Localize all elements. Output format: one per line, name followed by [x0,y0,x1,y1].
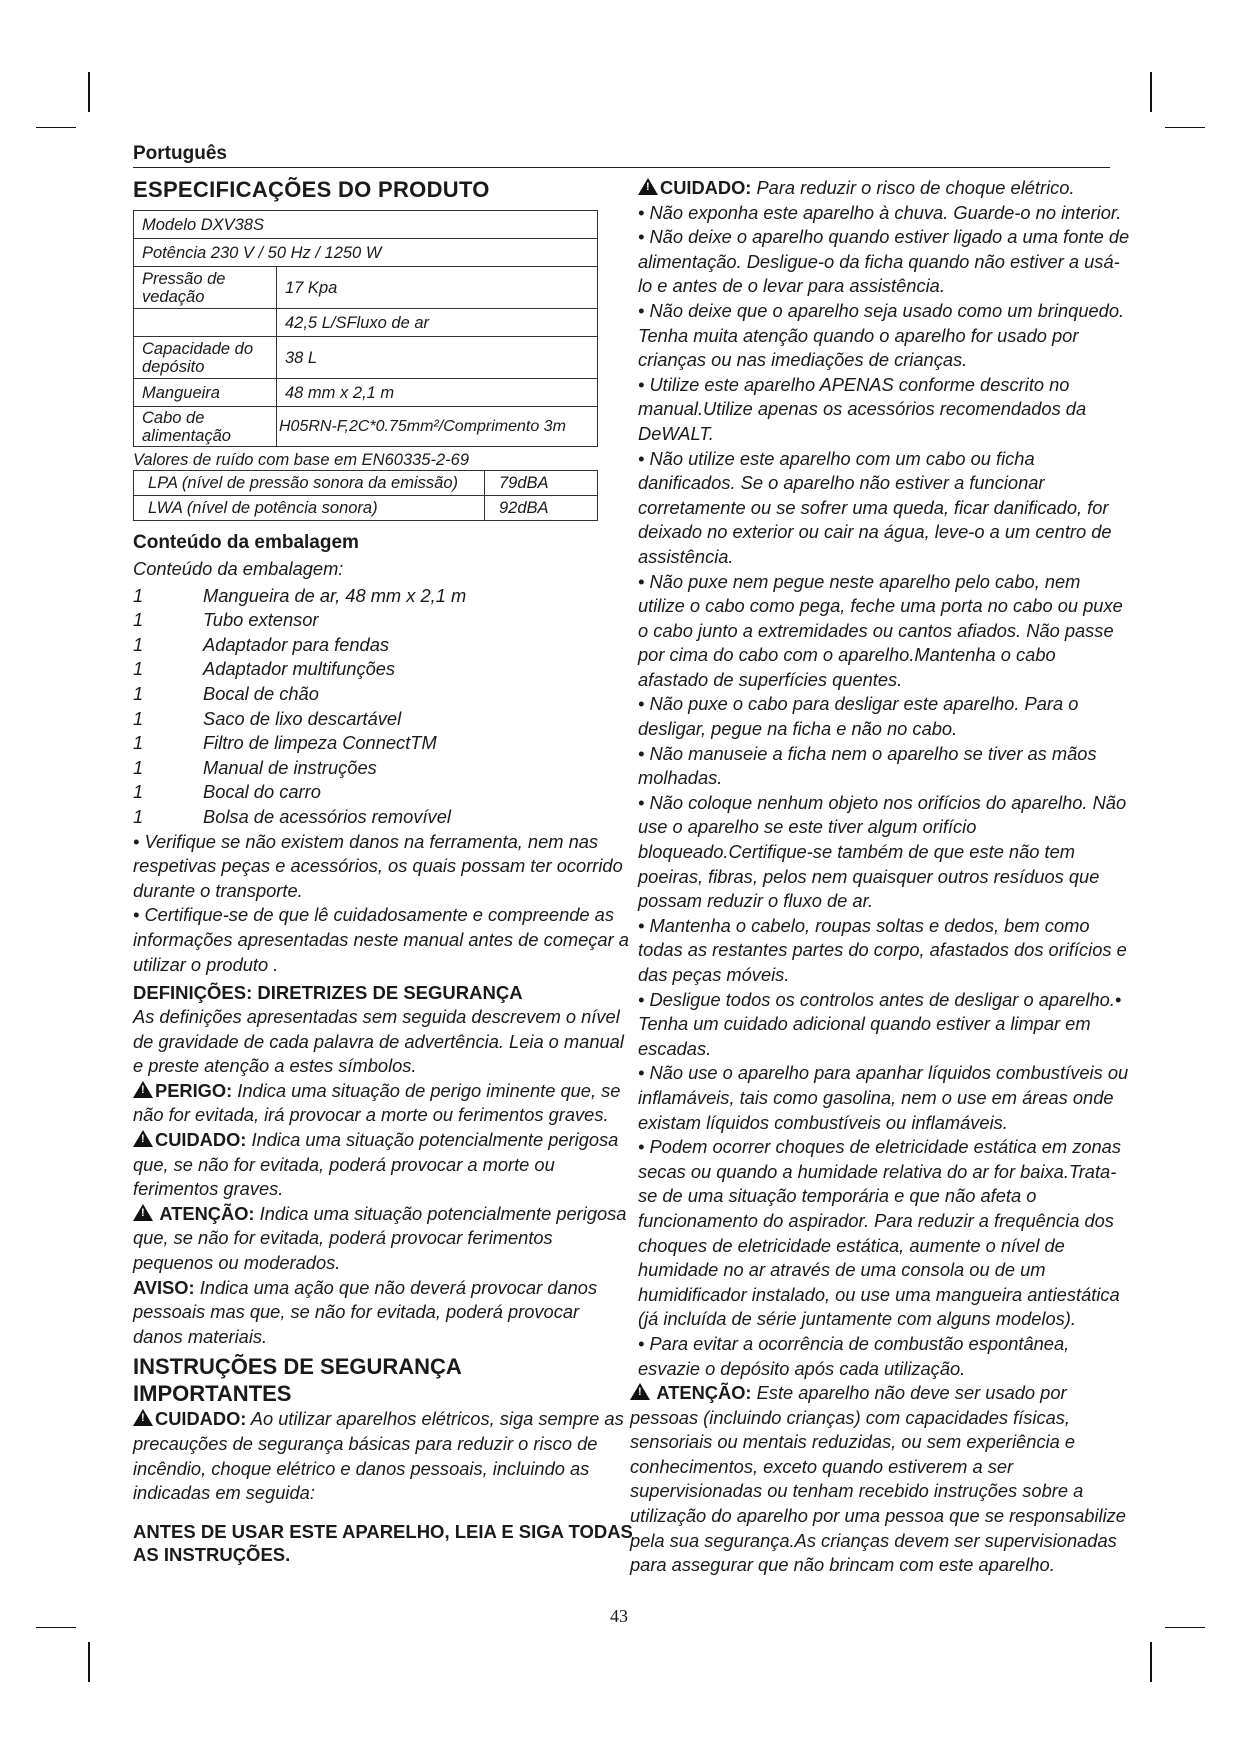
spec-value: H05RN-F,2C*0.75mm²/Comprimento 3m [277,407,598,447]
safety-bullet: • Não puxe nem pegue neste aparelho pelo cabo, nem utilize o cabo como pega, feche uma porta no cabo ou puxe o cabo junto a extremidades ou cantos afiados. Não passe por cima do cabo com o aparelho.Mantenha o cabo afastado de superfícies quentes. [638,570,1123,690]
right-column [630,176,1130,1578]
noise-value: 92dBA [485,496,598,521]
spec-value: 17 Kpa [277,267,598,309]
crop-mark [88,1642,90,1682]
right-cuidado [638,176,1130,201]
safety-bullet: • Utilize este aparelho APENAS conforme descrito no manual.Utilize apenas os acessórios recomendados da DeWALT. [638,373,1087,444]
right-atencao [630,1381,1130,1578]
spec-cell: Modelo DXV38S [134,211,598,239]
item-name: Bocal de chão [203,682,319,704]
safety-bullet: • Mantenha o cabelo, roupas soltas e dedos, bem como todas as restantes partes do corpo, afastados dos orifícios e das peças móveis. [638,914,1127,985]
package-title: Conteúdo da embalagem [133,532,359,553]
item-qty: 1 [133,658,144,680]
cuidado-label: CUIDADO: [155,1129,247,1151]
definitions-intro: As definições apresentadas sem seguida descrevem o nível de gravidade de cada palavra de advertência. Leia o manual e preste atenção a estes símbolos. [133,1006,624,1077]
item-qty: 1 [133,732,144,754]
instructions-title-line1: INSTRUÇÕES DE SEGURANÇA [133,1354,462,1380]
language-label: Português [133,143,227,164]
noise-value: 79dBA [485,471,598,496]
right-cuidado-text: Para reduzir o risco de choque elétrico. [751,177,1075,198]
read-all-instructions: ANTES DE USAR ESTE APARELHO, LEIA E SIGA TODAS AS INSTRUÇÕES. [133,1520,633,1565]
spec-row [134,407,598,447]
item-name: Mangueira de ar, 48 mm x 2,1 m [203,584,467,606]
list-item [133,731,633,756]
noise-row [134,471,598,496]
safety-bullet: • Não exponha este aparelho à chuva. Guarde-o no interior. [638,201,1122,223]
spec-value: 48 mm x 2,1 m [277,379,598,407]
safety-bullet: • Não manuseie a ficha nem o aparelho se tiver as mãos molhadas. [638,742,1097,789]
warning-triangle-icon [133,1204,153,1221]
item-name: Adaptador multifunções [203,658,396,680]
spec-label: Mangueira [134,379,277,407]
crop-mark [1165,1627,1205,1628]
spec-label: Cabo de alimentação [134,407,277,447]
noise-table [133,470,598,521]
noise-row [134,496,598,521]
noise-label: LWA (nível de potência sonora) [134,496,485,521]
left-column [133,176,633,1566]
header-rule [133,167,1110,168]
list-item [133,608,633,633]
atencao-label: ATENÇÃO: [155,1202,255,1224]
page-number: 43 [610,1606,628,1626]
safety-bullet: • Não coloque nenhum objeto nos orifícios do aparelho. Não use o aparelho se este tiver algum orifício bloqueado.Certifique-se também de que este não tem poeiras, fibras, pelos nem quaisquer outros resíduos que possam reduzir o fluxo de ar. [638,791,1127,912]
aviso-text: Indica uma ação que não deverá provocar danos pessoais mas que, se não for evitada, poderá provocar danos materiais. [133,1276,598,1347]
item-name: Saco de lixo descartável [203,707,402,729]
spec-row [134,267,598,309]
safety-bullet: • Não deixe o aparelho quando estiver ligado a uma fonte de alimentação. Desligue-o da ficha quando não estiver a usá-lo e antes de o levar para assistência. [638,226,1130,297]
instructions-title-line2: IMPORTANTES [133,1381,292,1407]
aviso-paragraph [133,1276,633,1350]
warning-triangle-icon [630,1383,650,1400]
list-item [133,584,633,609]
package-note: • Certifique-se de que lê cuidadosamente e compreende as informações apresentadas neste manual antes de começar a utilizar o produto . [133,904,629,975]
spec-value: 42,5 L/SFluxo de ar [277,309,598,337]
item-qty: 1 [133,682,144,704]
safety-bullet: • Não puxe o cabo para desligar este aparelho. Para o desligar, pegue na ficha e não no cabo. [638,693,1079,740]
spec-table [133,210,598,447]
spec-label [134,309,277,337]
spec-row [134,239,598,267]
list-item [133,756,633,781]
list-item [133,657,633,682]
warning-triangle-icon [638,178,658,195]
item-name: Tubo extensor [203,609,319,631]
package-list [133,584,633,830]
warning-triangle-icon [133,1409,153,1426]
safety-bullet: • Podem ocorrer choques de eletricidade estática em zonas secas ou quando a humidade relativa do ar for baixa.Trata-se de uma situação temporária e que não afeta o funcionamento do aspirador. Para reduzir a frequência dos choques de eletricidade estática, aumente o nível de humidade no ar através de uma consola ou de um humidificador instalado, ou use uma mangueira antiestática (já incluída de série juntamente com alguns modelos). [638,1136,1121,1330]
package-note: • Verifique se não existem danos na ferramenta, nem nas respetivas peças e acessórios, os quais possam ter ocorrido durante o transporte. [133,830,623,901]
item-qty: 1 [133,707,144,729]
item-qty: 1 [133,805,144,827]
right-atencao-label: ATENÇÃO: [652,1382,752,1404]
spec-row [134,337,598,379]
safety-bullet: • Não use o aparelho para apanhar líquidos combustíveis ou inflamáveis, tais como gasolina, nem o use em áreas onde existam líquidos combustíveis ou inflamáveis. [638,1062,1129,1133]
spec-row [134,379,598,407]
perigo-paragraph [133,1079,633,1128]
noise-label: LPA (nível de pressão sonora da emissão) [134,471,485,496]
list-item [133,780,633,805]
safety-bullet: • Desligue todos os controlos antes de desligar o aparelho.• Tenha um cuidado adicional quando estiver a limpar em escadas. [638,988,1122,1059]
crop-mark [88,72,90,112]
cuidado-text: Indica uma situação potencialmente perigosa que, se não for evitada, poderá provocar a morte ou ferimentos graves. [133,1129,619,1200]
crop-mark [1150,1642,1152,1682]
instructions-cuidado [133,1407,633,1505]
item-qty: 1 [133,756,144,778]
package-intro: Conteúdo da embalagem: [133,558,344,579]
spec-row [134,211,598,239]
spec-cell: Potência 230 V / 50 Hz / 1250 W [134,239,598,267]
safety-bullet: • Não utilize este aparelho com um cabo ou ficha danificados. Se o aparelho não estiver a funcionar corretamente ou se sofrer uma queda, ficar danificado, for deixado no exterior ou cair na água, leve-o a um centro de assistência. [638,447,1112,567]
safety-bullet: • Para evitar a ocorrência de combustão espontânea, esvazie o depósito após cada utilização. [638,1332,1070,1379]
right-cuidado-label: CUIDADO: [660,177,752,198]
item-name: Bolsa de acessórios removível [203,805,451,827]
atencao-text: Indica uma situação potencialmente perigosa que, se não for evitada, poderá provocar ferimentos pequenos ou moderados. [133,1202,627,1274]
spec-row [134,309,598,337]
item-qty: 1 [133,781,144,803]
cuidado-paragraph [133,1128,633,1202]
item-name: Bocal do carro [203,781,321,803]
safety-bullet: • Não deixe que o aparelho seja usado como um brinquedo. Tenha muita atenção quando o aparelho for usado por crianças ou nas imediações de crianças. [638,299,1125,371]
warning-triangle-icon [133,1081,153,1098]
perigo-label: PERIGO: [155,1079,233,1101]
item-qty: 1 [133,584,144,606]
list-item [133,633,633,658]
warning-triangle-icon [133,1130,153,1147]
atencao-paragraph [133,1202,633,1276]
spec-label: Pressão de vedação [134,267,277,309]
right-atencao-text: Este aparelho não deve ser usado por pessoas (incluindo crianças) com capacidades físicas, sensoriais ou mentais reduzidas, ou sem experiência e conhecimentos, exceto quando estiverem a ser supervisionadas ou tenham recebido instruções sobre a utilização do aparelho por uma pessoa que se responsabilize pela sua segurança.As crianças devem ser supervisionadas para assegurar que não brincam com este aparelho. [630,1382,1126,1576]
aviso-label: AVISO: [133,1276,195,1298]
instructions-cuidado-label: CUIDADO: [155,1408,247,1430]
spec-label: Capacidade do depósito [134,337,277,379]
crop-mark [1165,127,1205,128]
item-name: Filtro de limpeza ConnectTM [203,732,437,754]
spec-title: ESPECIFICAÇÕES DO PRODUTO [133,177,490,202]
item-name: Manual de instruções [203,756,377,778]
item-qty: 1 [133,609,144,631]
list-item [133,682,633,707]
crop-mark [36,1627,76,1628]
list-item [133,707,633,732]
instructions-cuidado-text: Ao utilizar aparelhos elétricos, siga sempre as precauções de segurança básicas para reduzir o risco de incêndio, choque elétrico e danos pessoais, incluindo as indicadas em seguida: [133,1408,624,1504]
crop-mark [1150,72,1152,112]
item-name: Adaptador para fendas [203,633,389,655]
noise-intro: Valores de ruído com base em EN60335-2-69 [133,451,469,469]
list-item [133,805,633,830]
spec-value: 38 L [277,337,598,379]
item-qty: 1 [133,633,144,655]
crop-mark [36,127,76,128]
perigo-text: Indica uma situação de perigo iminente que, se não for evitada, irá provocar a morte ou ferimentos graves. [133,1079,621,1126]
definitions-title: DEFINIÇÕES: DIRETRIZES DE SEGURANÇA [133,982,523,1004]
